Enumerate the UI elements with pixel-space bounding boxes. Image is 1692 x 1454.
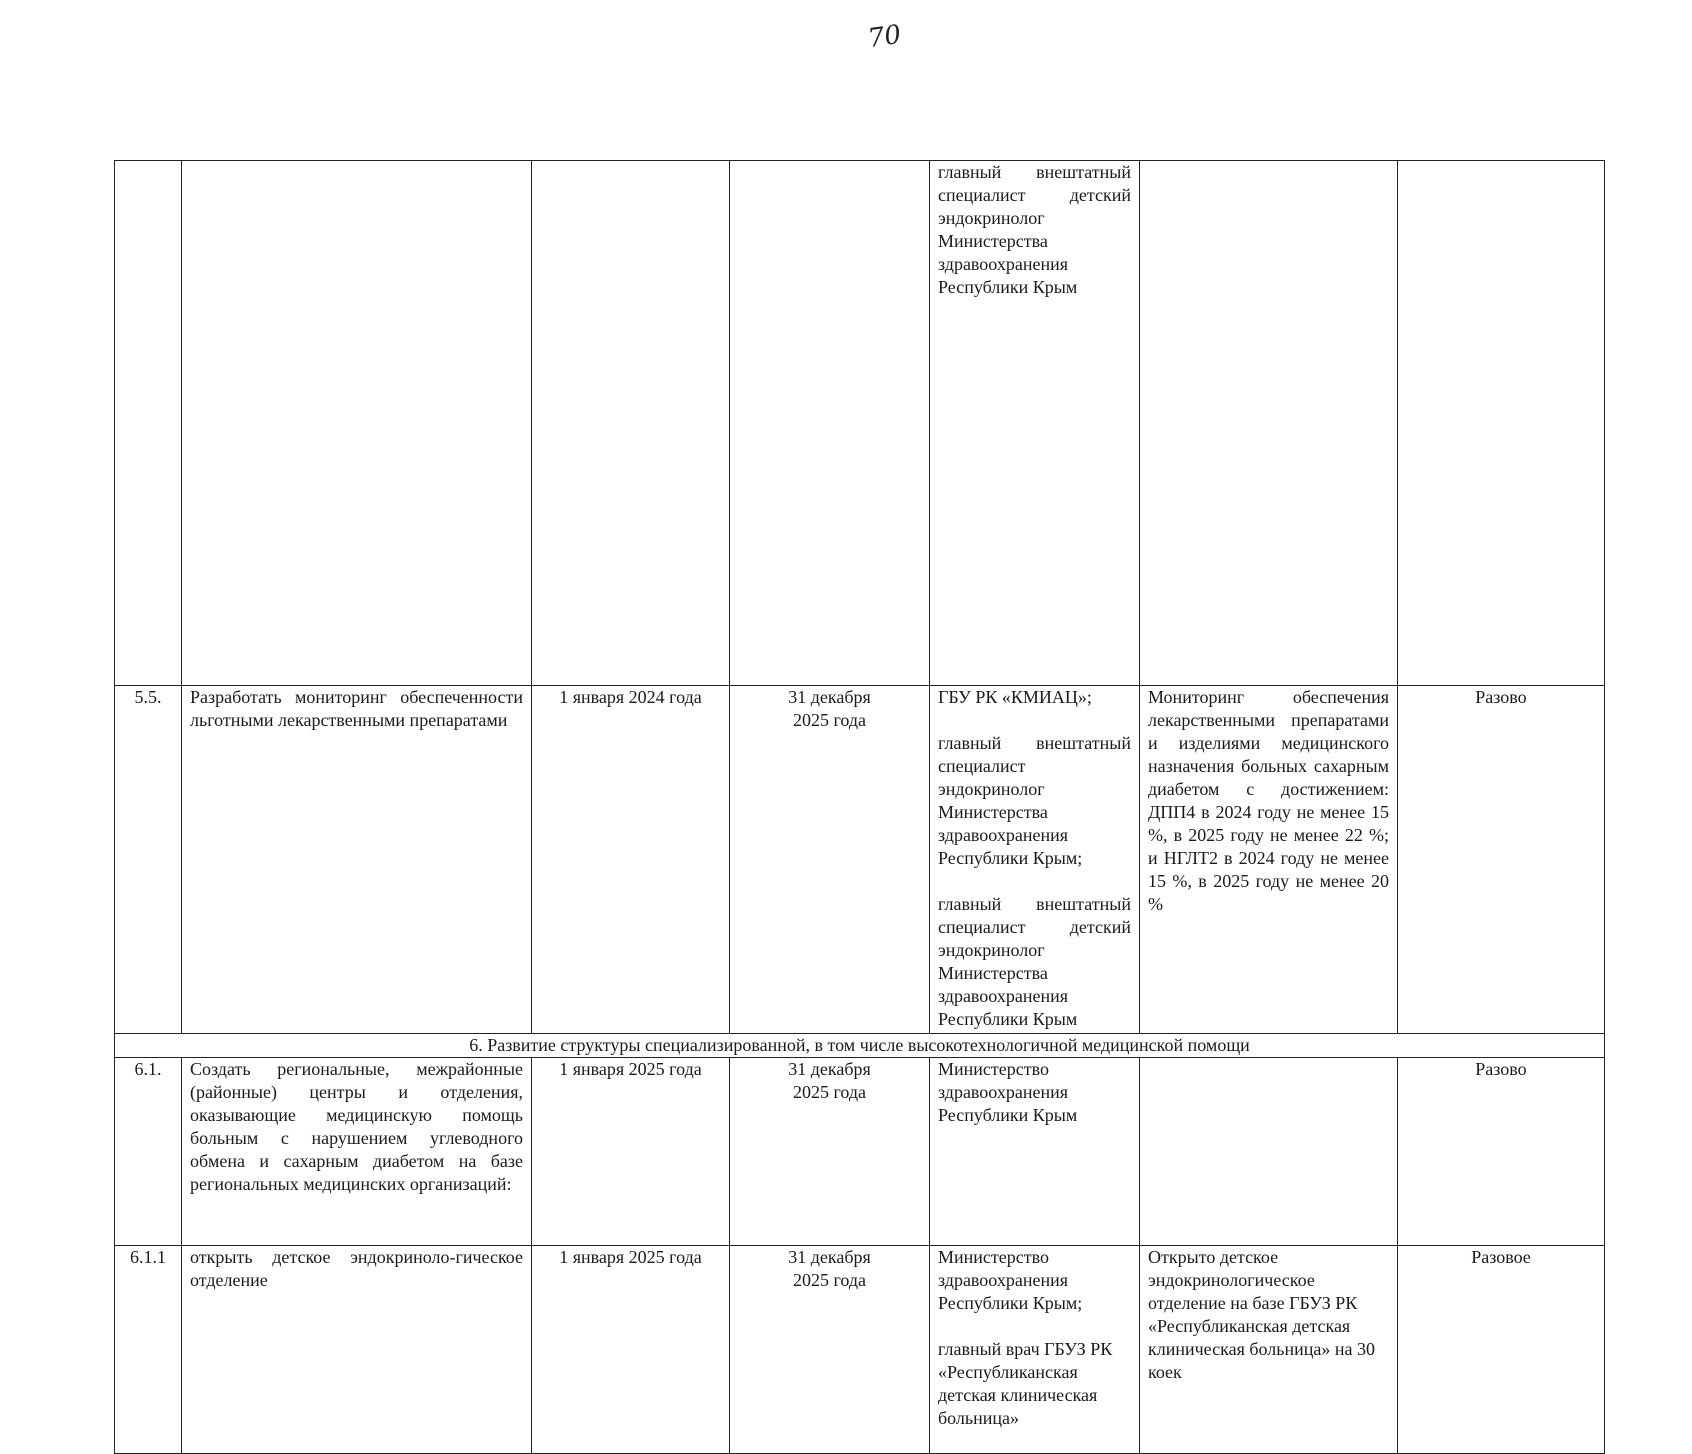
table-section-row — [115, 1034, 1605, 1058]
cell-result — [1140, 1058, 1398, 1246]
cell-id: 5.5. — [115, 686, 182, 1034]
page-number: 70 — [866, 19, 904, 55]
cell-responsible — [930, 1246, 1140, 1454]
cell-periodicity: Разово — [1398, 1058, 1605, 1246]
cell-task: открыть детское эндокриноло-гическое отделение — [182, 1246, 532, 1454]
cell-task — [182, 161, 532, 686]
cell-end — [730, 161, 930, 686]
cell-id: 6.1. — [115, 1058, 182, 1246]
cell-start: 1 января 2025 года — [532, 1058, 730, 1246]
table-row-6-1-1 — [115, 1246, 1605, 1454]
cell-task: Разработать мониторинг обеспеченности льготными лекарственными препаратами — [182, 686, 532, 1034]
cell-end — [730, 1058, 930, 1246]
responsible-item: главный внештатный специалист детский эндокринолог Министерства здравоохранения Республики Крым — [938, 894, 1131, 1029]
cell-start: 1 января 2025 года — [532, 1246, 730, 1454]
responsible-item: главный внештатный специалист эндокринолог Министерства здравоохранения Республики Крым; — [938, 733, 1131, 868]
cell-responsible — [930, 1058, 1140, 1246]
cell-end-line2: 2025 года — [792, 1082, 867, 1102]
cell-result: Открыто детское эндокринологическое отделение на базе ГБУЗ РК «Республиканская детская клиническая больница» на 30 коек — [1140, 1246, 1398, 1454]
cell-end-line1: 31 декабря — [788, 1247, 871, 1267]
cell-start — [532, 161, 730, 686]
cell-end — [730, 686, 930, 1034]
cell-task: Создать региональные, межрайонные (районные) центры и отделения, оказывающие медицинскую помощь больным с нарушением углеводного обмена и сахарным диабетом на базе региональных медицинских организаций: — [182, 1058, 532, 1246]
cell-responsible — [930, 686, 1140, 1034]
cell-end-line2: 2025 года — [792, 710, 867, 730]
cell-periodicity: Разовое — [1398, 1246, 1605, 1454]
cell-id — [115, 161, 182, 686]
responsible-item: ГБУ РК «КМИАЦ»; — [938, 687, 1092, 707]
cell-result: Мониторинг обеспечения лекарственными препаратами и изделиями медицинского назначения больных сахарным диабетом с достижением: ДПП4 в 2024 году не менее 15 %, в 2025 году не менее 22 %; и НГЛТ2 в 2024 году не менее 15 %, в 2025 году не менее 20 % — [1140, 686, 1398, 1034]
responsible-item: Министерство здравоохранения Республики Крым — [938, 1059, 1078, 1125]
table-row-continuation — [115, 161, 1605, 686]
table-row-5-5 — [115, 686, 1605, 1034]
cell-end-line1: 31 декабря — [788, 1059, 871, 1079]
table-row-6-1 — [115, 1058, 1605, 1246]
measures-table — [114, 160, 1605, 1454]
cell-end — [730, 1246, 930, 1454]
cell-end-line1: 31 декабря — [788, 687, 871, 707]
cell-end-line2: 2025 года — [792, 1270, 867, 1290]
responsible-item: Министерство здравоохранения Республики Крым; — [938, 1247, 1083, 1313]
section-heading: 6. Развитие структуры специализированной, в том числе высокотехнологичной медицинской помощи — [115, 1034, 1605, 1058]
cell-start: 1 января 2024 года — [532, 686, 730, 1034]
cell-id: 6.1.1 — [115, 1246, 182, 1454]
responsible-item: главный внештатный специалист детский эндокринолог Министерства здравоохранения Республики Крым — [938, 162, 1131, 297]
cell-periodicity — [1398, 161, 1605, 686]
cell-responsible — [930, 161, 1140, 686]
cell-periodicity: Разово — [1398, 686, 1605, 1034]
cell-result — [1140, 161, 1398, 686]
responsible-item: главный врач ГБУЗ РК «Республиканская детская клиническая больница» — [938, 1339, 1113, 1428]
